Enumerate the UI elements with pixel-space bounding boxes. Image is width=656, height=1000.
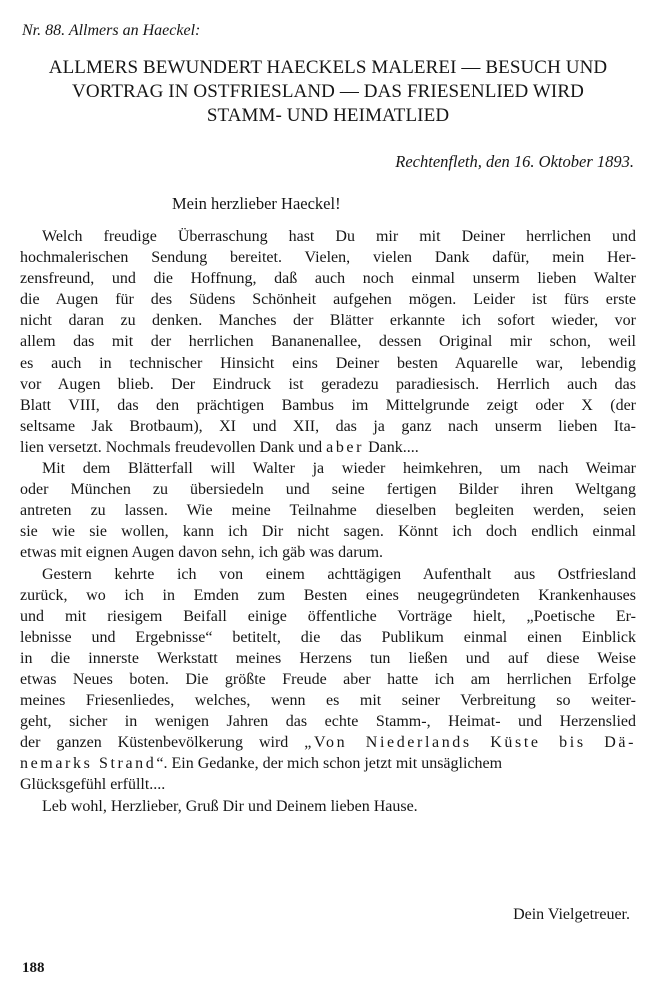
body-line: Glücksgefühl erfüllt.... [20,776,166,794]
body-line: sie wie sie wollen, kann ich Dir nicht sagen. Könnt ich doch endlich einmal [20,523,636,541]
body-line: antreten zu lassen. Wie meine Teilnahme dieselben begleiten werden, seien [20,502,636,520]
body-line: etwas Neues boten. Die größte Freude aber hatte ich am herrlichen Erfolge [20,670,636,688]
body-line: nicht daran zu denken. Manches der Blätter erkannte ich sofort wieder, vor [20,312,636,330]
body-line [20,437,636,458]
title-line: VORTRAG IN OSTFRIESLAND — DAS FRIESENLIED WIRD [72,81,584,102]
body-line: geht, sicher in wenigen Jahren das echte Stamm-, Heimat- und Herzenslied [20,713,636,731]
body-line: Leb wohl, Herzlieber, Gruß Dir und Deinem lieben Hause. [42,797,418,815]
body-line: zurück, wo ich in Emden zum Besten eines neugegründeten Krankenhauses [20,586,636,604]
body-line: etwas mit eignen Augen davon sehn, ich gäb was darum. [20,544,384,562]
title-line: STAMM- UND HEIMATLIED [206,105,450,126]
title-line: ALLMERS BEWUNDERT HAECKELS MALEREI — BESUCH UND [48,57,608,78]
spaced-quote: nemarks Strand [20,755,157,773]
spaced-quote: „Von Niederlands Küste bis Dä- [304,734,636,752]
body-line: meines Friesenliedes, welches, wenn es mit seiner Verbreitung so weiter- [20,692,636,710]
body-line: in die innerste Werkstatt meines Herzens tun ließen und auf diese Weise [20,649,636,667]
page-number: 188 [22,960,45,976]
body-line: und mit riesigem Beifall einige öffentliche Vorträge hielt, „Poetische Er- [20,607,636,625]
body-line: oder München zu übersiedeln und seine fertigen Bilder ihren Weltgang [20,481,636,499]
body-line: die Augen für des Südens Schönheit aufgehen mögen. Leider ist fürs erste [20,291,636,309]
body-line-text: der ganzen Küstenbevölkerung wird [20,734,289,752]
letter-title [10,56,646,128]
body-line: vor Augen blieb. Der Eindruck ist geradezu paradiesisch. Herrlich auch das [20,375,636,393]
body-line: zensfreund, und die Hoffnung, daß auch noch einmal unserm lieben Walter [20,270,636,288]
body-line: es auch in technischer Hinsicht eins Deiner besten Aquarelle war, lebendig [20,354,636,372]
body-line-text: lien versetzt. Nochmals freudevollen Dank und [20,438,323,456]
body-line: lebnisse und Ergebnisse“ betitelt, die das Publikum einmal einen Einblick [20,628,636,646]
body-line: Blatt VIII, das den prächtigen Bambus im Mittelgrunde zeigt oder X (der [20,396,636,414]
body-line [20,753,636,774]
letter-body [20,226,636,817]
spaced-emphasis: aber [326,438,365,456]
salutation: Mein herzlieber Haeckel! [172,194,341,213]
body-line: Welch freudige Überraschung hast Du mir mit Deiner herrlichen und [42,228,636,245]
body-line-text: “. Ein Gedanke, der mich schon jetzt mit unsäglichem [156,755,503,773]
body-line-text: Dank.... [368,438,419,456]
body-line [20,732,636,753]
closing-signoff: Dein Vielgetreuer. [513,906,630,923]
body-line: Mit dem Blätterfall will Walter ja wieder heimkehren, um nach Weimar [42,460,636,478]
body-line: allem das mit der herrlichen Bananenallee, dessen Original mir schon, weil [20,333,636,351]
dateline: Rechtenfleth, den 16. Oktober 1893. [395,152,634,171]
body-line: hochmalerischen Sendung bereitet. Vielen, vielen Dank dafür, mein Her- [20,249,636,267]
letter-header: Nr. 88. Allmers an Haeckel: [22,22,201,39]
body-line: Gestern kehrte ich von einem achttägigen Aufenthalt aus Ostfriesland [42,565,636,583]
body-line: seltsame Jak Brotbaum), XI und XII, das ja ganz nach unserm lieben Ita- [20,417,636,435]
